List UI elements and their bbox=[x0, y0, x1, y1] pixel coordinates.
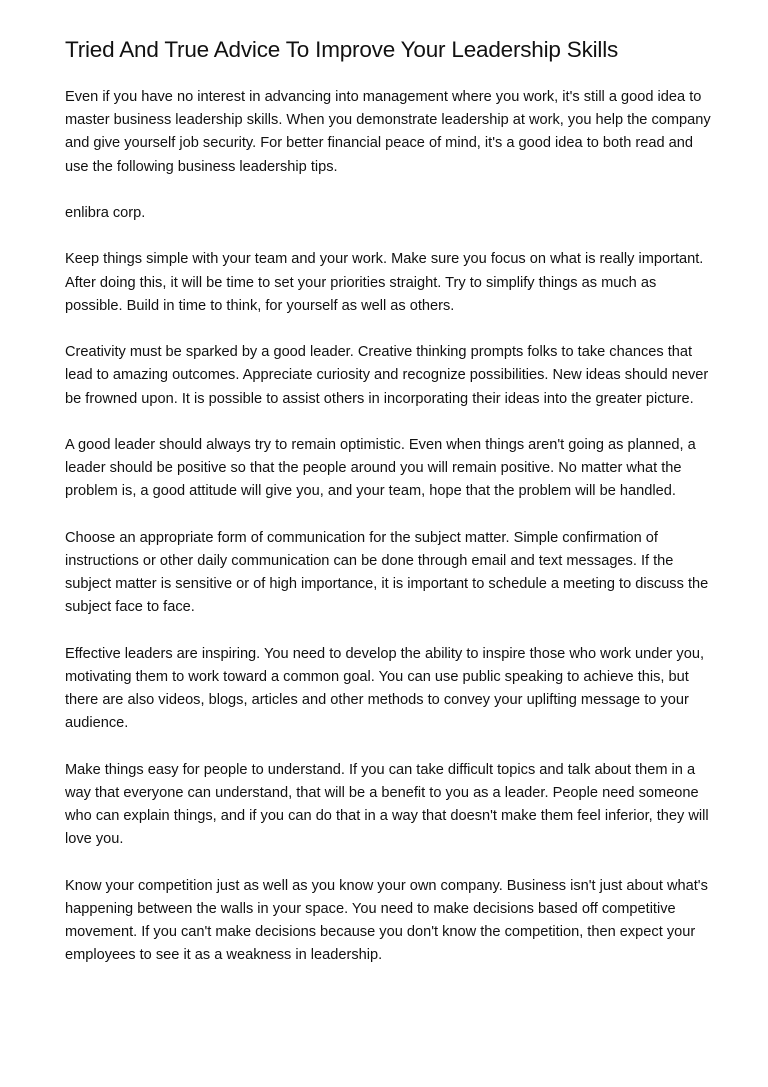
document-page bbox=[65, 36, 715, 991]
paragraph-competition: Know your competition just as well as you know your own company. Business isn't just about what's happening between the walls in your space. You need to make decisions based off competitive movement. If you can't make decisions because you don't know the competition, then expect your employees to see it as a weakness in leadership. bbox=[65, 877, 708, 964]
paragraph-communication: Choose an appropriate form of communication for the subject matter. Simple confirmation of instructions or other daily communication can be done through email and text messages. If the subject matter is sensitive or of high importance, it is important to schedule a meeting to discuss the subject face to face. bbox=[65, 529, 709, 616]
paragraph-creativity: Creativity must be sparked by a good leader. Creative thinking prompts folks to take chances that lead to amazing outcomes. Appreciate curiosity and recognize possibilities. New ideas should never be frowned upon. It is possible to assist others in incorporating their ideas into the greater picture. bbox=[65, 344, 709, 407]
document-title: Tried And True Advice To Improve Your Leadership Skills bbox=[65, 37, 619, 62]
paragraph-inspiring: Effective leaders are inspiring. You need to develop the ability to inspire those who work under you, motivating them to work toward a common goal. You can use public speaking to achieve this, but there are also videos, blogs, articles and other methods to convey your uplifting message to your audience. bbox=[65, 645, 705, 732]
paragraph-keep-simple: Keep things simple with your team and your work. Make sure you focus on what is really important. After doing this, it will be time to set your priorities straight. Try to simplify things as much as possible. Build in time to think, for yourself as well as others. bbox=[65, 251, 704, 314]
paragraph-intro: Even if you have no interest in advancing into management where you work, it's still a good idea to master business leadership skills. When you demonstrate leadership at work, you help the company and give yourself job security. For better financial peace of mind, it's a good idea to both read and use the following business leadership tips. bbox=[65, 89, 711, 175]
paragraph-company: enlibra corp. bbox=[65, 205, 146, 221]
paragraph-easy-to-understand: Make things easy for people to understand. If you can take difficult topics and talk about them in a way that everyone can understand, that will be a benefit to you as a leader. People need someone who can explain things, and if you can do that in a way that doesn't make them feel inferior, they will love you. bbox=[65, 761, 709, 848]
paragraph-optimism: A good leader should always try to remain optimistic. Even when things aren't going as planned, a leader should be positive so that the people around you will remain positive. No matter what the problem is, a good attitude will give you, and your team, hope that the problem will be handled. bbox=[65, 436, 696, 500]
